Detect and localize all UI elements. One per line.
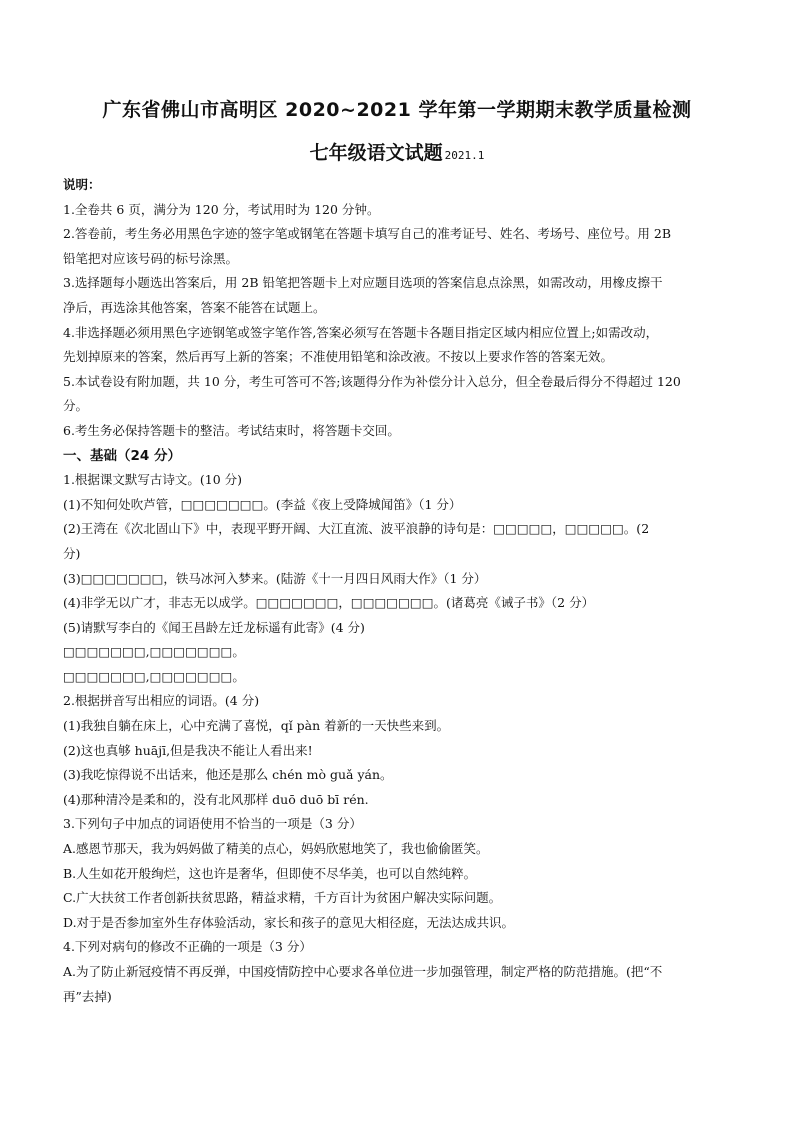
question-line: D.对于是否参加室外生存体验活动，家长和孩子的意见大相径庭，无法达成共识。 — [63, 914, 515, 930]
question-line: 3.下列句子中加点的词语使用不恰当的一项是（3 分） — [63, 816, 362, 832]
question-line: A.感恩节那天，我为妈妈做了精美的点心，妈妈欣慰地笑了，我也偷偷匿笑。 — [63, 841, 489, 857]
question-line: (1)不知何处吹芦管，□□□□□□□。(李益《夜上受降城闻笛》（1 分） — [63, 496, 462, 512]
document-body — [63, 173, 739, 1009]
document-title: 广东省佛山市高明区 2020~2021 学年第一学期期末教学质量检测 — [102, 99, 692, 121]
question-line: 4.下列对病句的修改不正确的一项是（3 分） — [63, 939, 312, 955]
note-line: 铅笔把对应该号码的标号涂黑。 — [63, 250, 239, 266]
question-line: □□□□□□□,□□□□□□□。 — [63, 668, 245, 684]
note-line: 4.非选择题必须用黑色字迹钢笔或签字笔作答,答案必须写在答题卡各题目指定区域内相应位置上;如需改动， — [63, 324, 659, 340]
question-line: 分) — [63, 545, 81, 561]
question-line: (4)非学无以广才，非志无以成学。□□□□□□□，□□□□□□□。(诸葛亮《诫子书》（2 分） — [63, 595, 595, 611]
question-line: (3)我吃惊得说不出话来，他还是那么 chén mò guǎ yán。 — [63, 767, 393, 783]
question-line: B.人生如花开般绚烂，这也许是奢华，但即使不尽华美，也可以自然纯粹。 — [63, 865, 477, 881]
question-line: □□□□□□□,□□□□□□□。 — [63, 644, 245, 660]
note-line: 1.全卷共 6 页，满分为 120 分，考试用时为 120 分钟。 — [63, 201, 380, 217]
note-line: 净后，再选涂其他答案，答案不能答在试题上。 — [63, 299, 326, 315]
section-heading: 一、基础（24 分） — [63, 447, 181, 464]
question-line: C.广大扶贫工作者创新扶贫思路，精益求精，千方百计为贫困户解决实际问题。 — [63, 890, 502, 906]
question-line: 2.根据拼音写出相应的词语。(4 分) — [63, 693, 260, 709]
question-line: (5)请默写李白的《闻王昌龄左迁龙标遥有此寄》(4 分) — [63, 619, 365, 635]
subtitle-main: 七年级语文试题 — [309, 142, 443, 164]
question-line: 1.根据课文默写古诗文。(10 分) — [63, 472, 243, 488]
question-line: 再”去掉) — [63, 988, 112, 1004]
question-line: A.为了防止新冠疫情不再反弹，中国疫情防控中心要求各单位进一步加强管理，制定严格的防范措施。(把“不 — [63, 964, 663, 979]
question-line: (3)□□□□□□□，铁马冰河入梦来。(陆游《十一月四日风雨大作》（1 分） — [63, 570, 487, 586]
document-subtitle — [0, 140, 794, 169]
note-line: 先划掉原来的答案，然后再写上新的答案；不准使用铅笔和涂改液。不按以上要求作答的答案无效。 — [63, 349, 614, 365]
note-line: 分。 — [63, 398, 89, 414]
note-line: 3.选择题每小题选出答案后，用 2B 铅笔把答题卡上对应题目选项的答案信息点涂黑，如需改动，用橡皮擦干 — [63, 275, 663, 291]
question-line: (2)王湾在《次北固山下》中，表现平野开阔、大江直流、波平浪静的诗句是：□□□□□，□□□□□。(2 — [63, 521, 650, 537]
note-line: 6.考生务必保持答题卡的整洁。考试结束时，将答题卡交回。 — [63, 422, 400, 438]
note-line: 2.答卷前，考生务必用黑色字迹的签字笔或钢笔在答题卡填写自己的准考证号、姓名、考场号、座位号。用 2B — [63, 226, 672, 242]
note-line: 5.本试卷设有附加题，共 10 分，考生可答可不答;该题得分作为补偿分计入总分，但全卷最后得分不得超过 120 — [63, 373, 681, 389]
question-line: (4)那种清冷是柔和的，没有北风那样 duō duō bī rén. — [63, 791, 369, 807]
question-line: (1)我独自躺在床上，心中充满了喜悦，qǐ pàn 着新的一天快些来到。 — [63, 718, 450, 734]
subtitle-date: 2021.1 — [444, 149, 485, 162]
notes-heading: 说明： — [63, 177, 101, 192]
question-line: (2)这也真够 huājī,但是我决不能让人看出来! — [63, 742, 313, 758]
